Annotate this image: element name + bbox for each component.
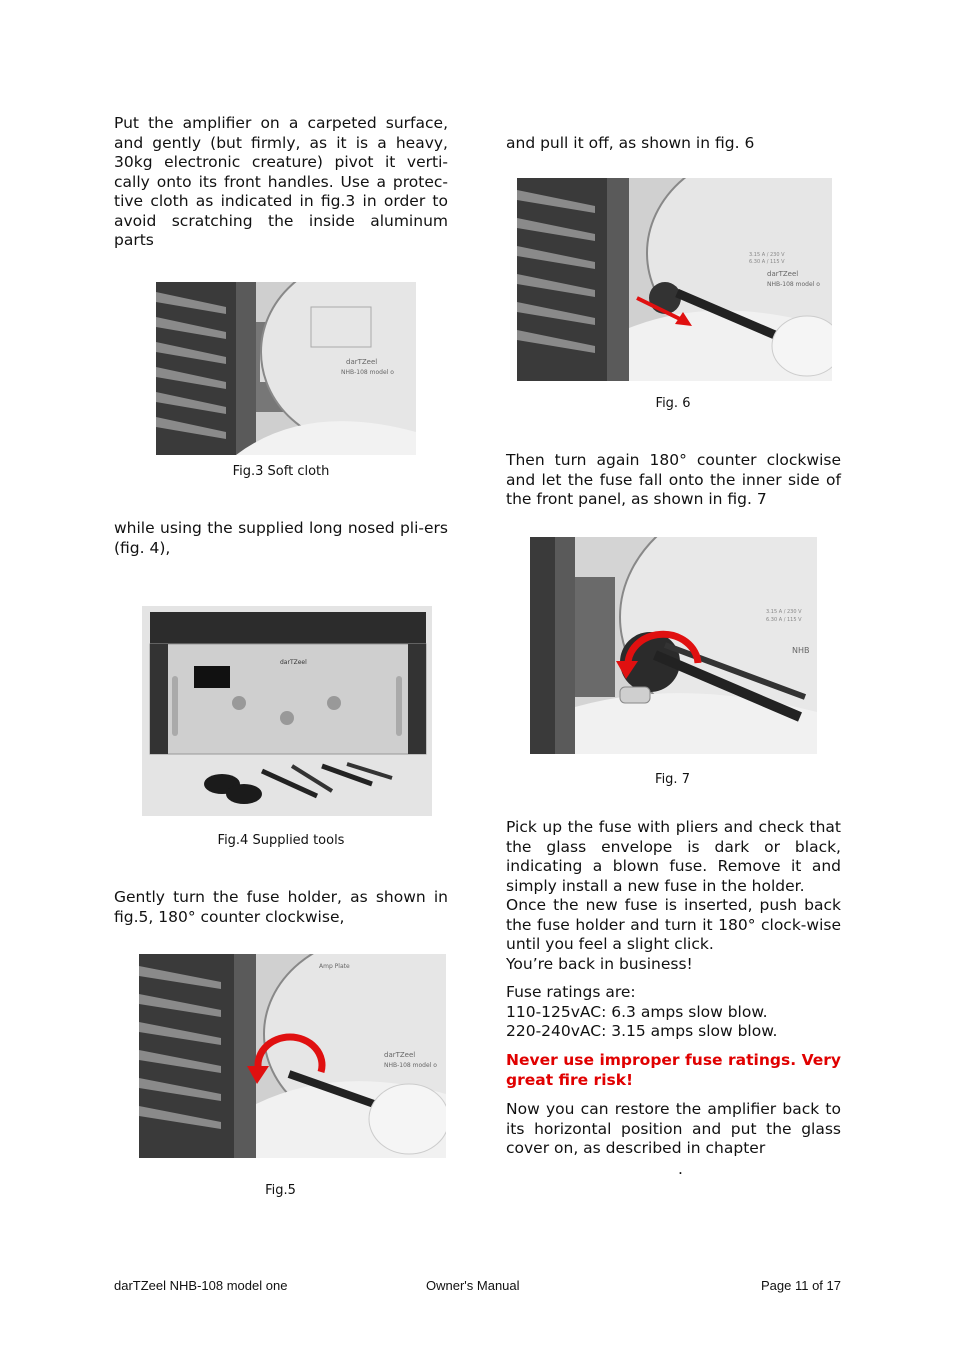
photo-brand-label-fig6: darTZeel [767, 270, 799, 278]
fig6-caption: Fig. 6 [655, 396, 691, 411]
fig7-caption: Fig. 7 [655, 772, 690, 787]
footer-page-number: Page 11 of 17 [761, 1278, 841, 1293]
fig4-caption: Fig.4 Supplied tools [217, 833, 345, 848]
photo-model-label-fig5: NHB-108 model o [384, 1062, 437, 1069]
footer-product: darTZeel NHB-108 model one [114, 1278, 288, 1293]
photo-brand-label: darTZeel [346, 358, 378, 366]
fig5-photo-turn-counterclockwise [139, 954, 446, 1158]
fig5-caption: Fig.5 [265, 1183, 296, 1198]
restore-paragraph-end: . [678, 1160, 683, 1178]
fuse-rating-line: 220-240vAC: 3.15 amps slow blow. [506, 1022, 778, 1040]
photo-brand-label-fig5: darTZeel [384, 1051, 416, 1059]
photo-model-short-label: NHB [792, 646, 810, 655]
fuse-rating-line: Fuse ratings are: [506, 983, 636, 1001]
fig7-photo-fuse-fall [530, 537, 817, 754]
intro-paragraph: Put the amplifier on a carpeted surface, and gently (but firmly, as it is a heavy, 30kg electronic creature) pivot it verti-cally onto its front handles. Use a protec-tive cloth as indicated in fig.3 in order to avoid scratching the inside aluminum parts [114, 114, 448, 249]
fig3-photo-soft-cloth [156, 282, 416, 455]
footer-doc-title: Owner's Manual [426, 1278, 520, 1293]
photo-model-label: NHB-108 model o [341, 369, 394, 376]
restore-paragraph: Now you can restore the amplifier back to its horizontal position and put the glass cover on, as described in chapter [506, 1100, 841, 1157]
fig4-photo-supplied-tools [142, 606, 432, 816]
fuse-fall-paragraph: Then turn again 180° counter clockwise and let the fuse fall onto the inner side of the front panel, as shown in fig. 7 [506, 451, 841, 508]
fire-risk-warning: Never use improper fuse ratings. Very great fire risk! [506, 1051, 841, 1089]
replace-fuse-line: Once the new fuse is inserted, push back the fuse holder and turn it 180° clock-wise until you feel a slight click. [506, 896, 841, 953]
fuse-ratings-paragraph [506, 983, 841, 1042]
turn-fuse-holder-paragraph: Gently turn the fuse holder, as shown in fig.5, 180° counter clockwise, [114, 888, 448, 926]
pliers-paragraph: while using the supplied long nosed pli-ers (fig. 4), [114, 519, 448, 557]
photo-fuse-b-label: 6.30 A / 115 V [749, 259, 785, 265]
fig3-caption: Fig.3 Soft cloth [232, 464, 330, 479]
photo-fuse-a-label-fig7: 3.15 A / 230 V [766, 609, 802, 615]
replace-fuse-line: Pick up the fuse with pliers and check that the glass envelope is dark or black, indicating a blown fuse. Remove it and simply install a new fuse in the holder. [506, 818, 841, 895]
fuse-rating-line: 110-125vAC: 6.3 amps slow blow. [506, 1002, 768, 1021]
photo-fuse-a-label: 3.15 A / 230 V [749, 252, 785, 258]
pull-off-paragraph: and pull it off, as shown in fig. 6 [506, 134, 755, 152]
photo-faceplate-brand: darTZeel [280, 659, 307, 666]
photo-amp-plate-label: Amp Plate [319, 963, 350, 970]
replace-fuse-line: You’re back in business! [506, 954, 693, 973]
fig6-photo-pull-off [517, 178, 832, 381]
replace-fuse-paragraph [506, 818, 841, 974]
photo-model-label-fig6: NHB-108 model o [767, 281, 820, 288]
photo-fuse-b-label-fig7: 6.30 A / 115 V [766, 617, 802, 623]
